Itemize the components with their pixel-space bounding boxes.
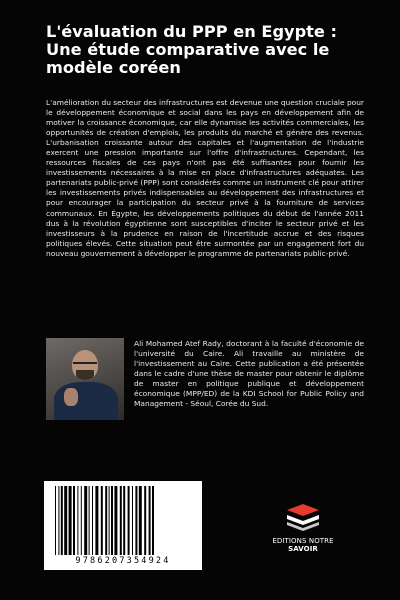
publisher-name-prefix: EDITIONS NOTRE xyxy=(272,537,334,545)
author-bio: Ali Mohamed Atef Rady, doctorant à la faculté d'économie de l'université du Caire. Ali travaille au ministère de l'investissement au Caire. Cette publication a été présentée dans le cadre d'une thèse de master pour obtenir le diplôme de master en politique publique et développement économique (MPP/ED) de la KDI School for Public Policy and Management - Séoul, Corée du Sud. xyxy=(134,339,364,409)
isbn-number: 9786207354924 xyxy=(75,556,171,566)
barcode-bar xyxy=(89,486,90,555)
barcode-bar xyxy=(109,486,110,555)
barcode-bar xyxy=(114,486,117,555)
barcode-bar xyxy=(69,486,72,555)
publisher-name-bold: SAVOIR xyxy=(288,545,318,553)
barcode-bar xyxy=(64,486,67,555)
author-photo-beard xyxy=(76,370,94,380)
barcode-bar xyxy=(81,486,82,555)
barcode-bar xyxy=(139,486,142,555)
barcode-bar xyxy=(92,486,93,555)
barcode-bar xyxy=(55,486,56,555)
barcode-bar xyxy=(73,486,75,555)
barcode-bar xyxy=(95,486,98,555)
barcode-bar xyxy=(58,486,59,555)
barcode-bars xyxy=(53,486,193,555)
author-photo xyxy=(46,338,124,420)
author-photo-hand xyxy=(64,388,78,406)
barcode-bar xyxy=(123,486,125,555)
barcode-bar xyxy=(128,486,130,555)
barcode-bar xyxy=(135,486,137,555)
book-summary: L'amélioration du secteur des infrastructures est devenue une question cruciale pour le développement économique et social dans les pays en développement afin de motiver la croissance économique, car elle dynamise les activités commerciales, les opportunités de création d'emplois, les produits du marché et génère des revenus. L'urbanisation croissante autour des capitales et l'augmentation de l'industrie exercent une pression importante sur l'offre d'infrastructures. Cependant, les ressources fiscales de ces pays n'ont pas été suffisantes pour fournir les investissements nécessaires à la mise en place d'infrastructures adéquates. Les partenariats public-privé (PPP) sont considérés comme un instrument clé pour attirer les investissements privés indispensables au développement des infrastructures et pour encourager la participation du secteur privé à la fourniture de services communaux. En Égypte, les développements politiques du début de l'année 2011 dus à la révolution égyptienne sont susceptibles d'inciter le secteur privé et les investisseurs à la prudence en raison de l'incertitude accrue et des risques politiques élevés. Cette situation peut être surmontée par un engagement fort du nouveau gouvernement à développer le programme de partenariats public-privé. xyxy=(46,98,364,258)
barcode-bar xyxy=(111,486,113,555)
publisher-logo-icon xyxy=(283,500,323,532)
barcode-bar xyxy=(101,486,103,555)
barcode-bar xyxy=(77,486,78,555)
barcode-bar xyxy=(84,486,87,555)
barcode-bar xyxy=(132,486,133,555)
book-title: L'évaluation du PPP en Egypte : Une étude comparative avec le modèle coréen xyxy=(46,22,338,77)
barcode-bar xyxy=(152,486,154,555)
barcode-bar xyxy=(61,486,63,555)
isbn-barcode xyxy=(44,481,202,570)
barcode-bar xyxy=(149,486,151,555)
barcode-bar xyxy=(120,486,122,555)
barcode-bar xyxy=(105,486,107,555)
publisher-block xyxy=(258,500,348,553)
barcode-bar xyxy=(144,486,146,555)
publisher-name xyxy=(258,537,348,553)
author-photo-glasses xyxy=(73,362,97,367)
